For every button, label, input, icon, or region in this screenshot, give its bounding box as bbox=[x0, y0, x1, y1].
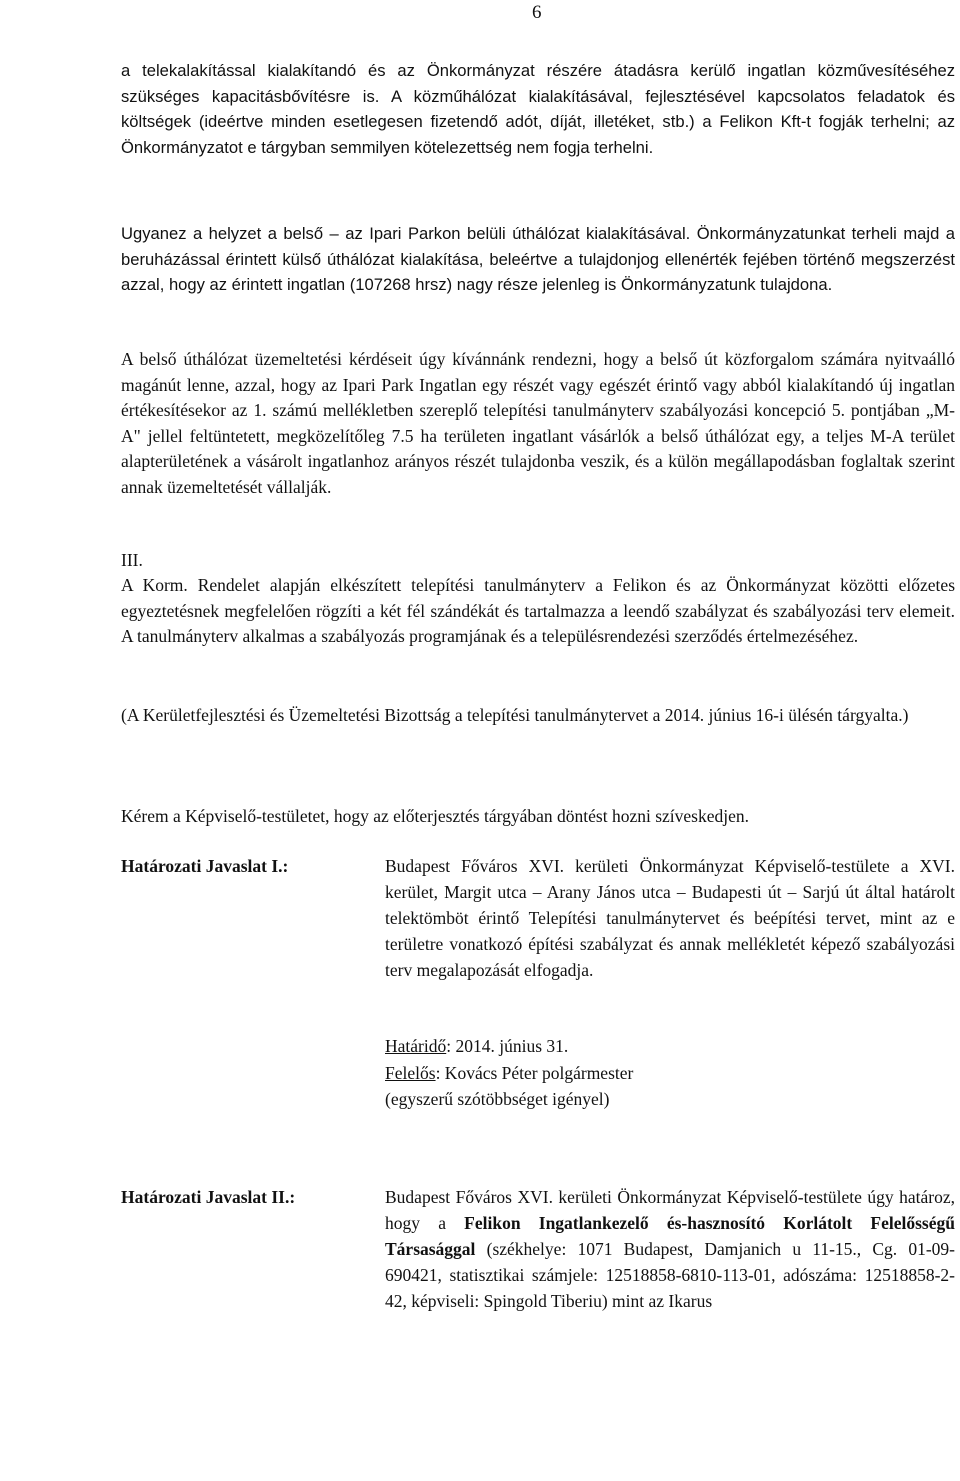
paragraph-internal-roads-text: Ugyanez a helyzet a belső – az Ipari Parkon belüli úthálózat kialakításával. Önkormányzatunkat terheli majd a beruházással érintett külső úthálózat kialakítása, beleértve a tulajdonjog ellenérték fejében történő megszerzést azzal, hogy az érintett ingatlan (107268 hrsz) nagy része jelenleg is Önkormányzatunk tulajdona. bbox=[121, 224, 955, 295]
paragraph-request bbox=[121, 804, 955, 830]
paragraph-study-plan bbox=[121, 573, 955, 650]
section-heading bbox=[121, 548, 955, 574]
resolution-proposal-2 bbox=[121, 1184, 955, 1384]
paragraph-road-operation-text: A belső úthálózat üzemeltetési kérdéseit úgy kívánnánk rendezni, hogy a belső út közforgalom számára nyitvaálló magánút lenne, azzal, hogy az Ipari Park Ingatlan egy részét vagy egészét érintő vagy abból kialakítandó új ingatlan értékesítésekor az 1. számú mellékletben szereplő telepítési tanulmányterv szabályozási koncepció 5. pontjában „M-A" jellel feltüntetett, megközelítőleg 7.5 ha területen ingatlant vásárlók a belső úthálózat egy, a teljes M-A terület alapterületének a vásárolt ingatlanhoz arányos részét tulajdonba veszik, és a külön megállapodásban foglaltak szerint annak üzemeltetését vállalják. bbox=[121, 349, 955, 497]
responsible-value: : Kovács Péter polgármester bbox=[435, 1062, 634, 1083]
paragraph-study-plan-text: A Korm. Rendelet alapján elkészített telepítési tanulmányterv a Felikon és az Önkormányzat közötti előzetes egyeztetésnek megfelelően rögzíti a két fél szándékát és tartalmazza a leendő szabályzat és szabályozási terv elemeit. A tanulmányterv alkalmas a szabályozás programjának és a településrendezési szerződés értelmezéséhez. bbox=[121, 575, 955, 647]
paragraph-committee-text: (A Kerületfejlesztési és Üzemeltetési Bizottság a telepítési tanulmánytervet a 2014. június 16-i ülésén tárgyalta.) bbox=[121, 705, 909, 725]
deadline-value: : 2014. június 31. bbox=[446, 1036, 569, 1056]
paragraph-committee bbox=[121, 703, 955, 729]
resolution-1-body: Budapest Főváros XVI. kerületi Önkormányzat Képviselő-testülete a XVI. kerület, Margit utca – Arany János utca – Budapesti út – Sarjú út által határolt telektömböt érintő Telepítési tanulmánytervet és beépítési tervet, mint az e területre vonatkozó építési szabályzat és annak mellékletét képező szabályozási terv megalapozását elfogadja. bbox=[385, 856, 955, 980]
resolution-1-meta bbox=[385, 1033, 955, 1113]
deadline-label: Határidő bbox=[385, 1036, 447, 1056]
resolution-1-deadline bbox=[385, 1033, 955, 1060]
section-heading-text: III. bbox=[121, 550, 143, 570]
resolution-2-body-start: Budapest Főváros XVI. kerületi Önkormányzat Képviselő-testülete úgy határoz, hogy a bbox=[385, 1187, 955, 1233]
page-number: 6 bbox=[532, 2, 542, 23]
resolution-proposal-1 bbox=[121, 853, 955, 1113]
resolution-1-responsible bbox=[385, 1060, 955, 1087]
resolution-2-body-end: (székhelye: 1071 Budapest, Damjanich u 11-15., Cg. 01-09-690421, statisztikai számjele: 12518858-6810-113-01, adószáma: 12518858-2-42, képviseli: Spingold Tiberiu) mint az Ikarus bbox=[385, 1239, 955, 1311]
paragraph-intro-text: a telekalakítással kialakítandó és az Önkormányzat részére átadásra kerülő ingatlan közművesítéséhez szükséges kapacitásbővítésre is. A közműhálózat kialakításával, fejlesztésével kapcsolatos feladatok és költségek (ideértve minden esetlegesen fizetendő adót, díját, illetéket, stb.) a Felikon Kft-t fogják terhelni; az Önkormányzatot e tárgyban semmilyen kötelezettség nem fogja terhelni. bbox=[121, 61, 955, 157]
responsible-label: Felelős bbox=[385, 1062, 436, 1083]
paragraph-internal-roads bbox=[121, 221, 955, 298]
resolution-2-label: Határozati Javaslat II.: bbox=[121, 1187, 296, 1207]
resolution-2-company-name: Felikon Ingatlankezelő és-hasznosító Korlátolt Felelősségű Társasággal bbox=[385, 1213, 955, 1259]
resolution-2-body bbox=[385, 1184, 955, 1314]
resolution-1-majority: (egyszerű szótöbbséget igényel) bbox=[385, 1089, 610, 1109]
resolution-1-label: Határozati Javaslat I.: bbox=[121, 856, 289, 876]
paragraph-request-text: Kérem a Képviselő-testületet, hogy az előterjesztés tárgyában döntést hozni szíveskedjen. bbox=[121, 806, 750, 826]
paragraph-road-operation bbox=[121, 347, 955, 501]
paragraph-intro bbox=[121, 58, 955, 160]
